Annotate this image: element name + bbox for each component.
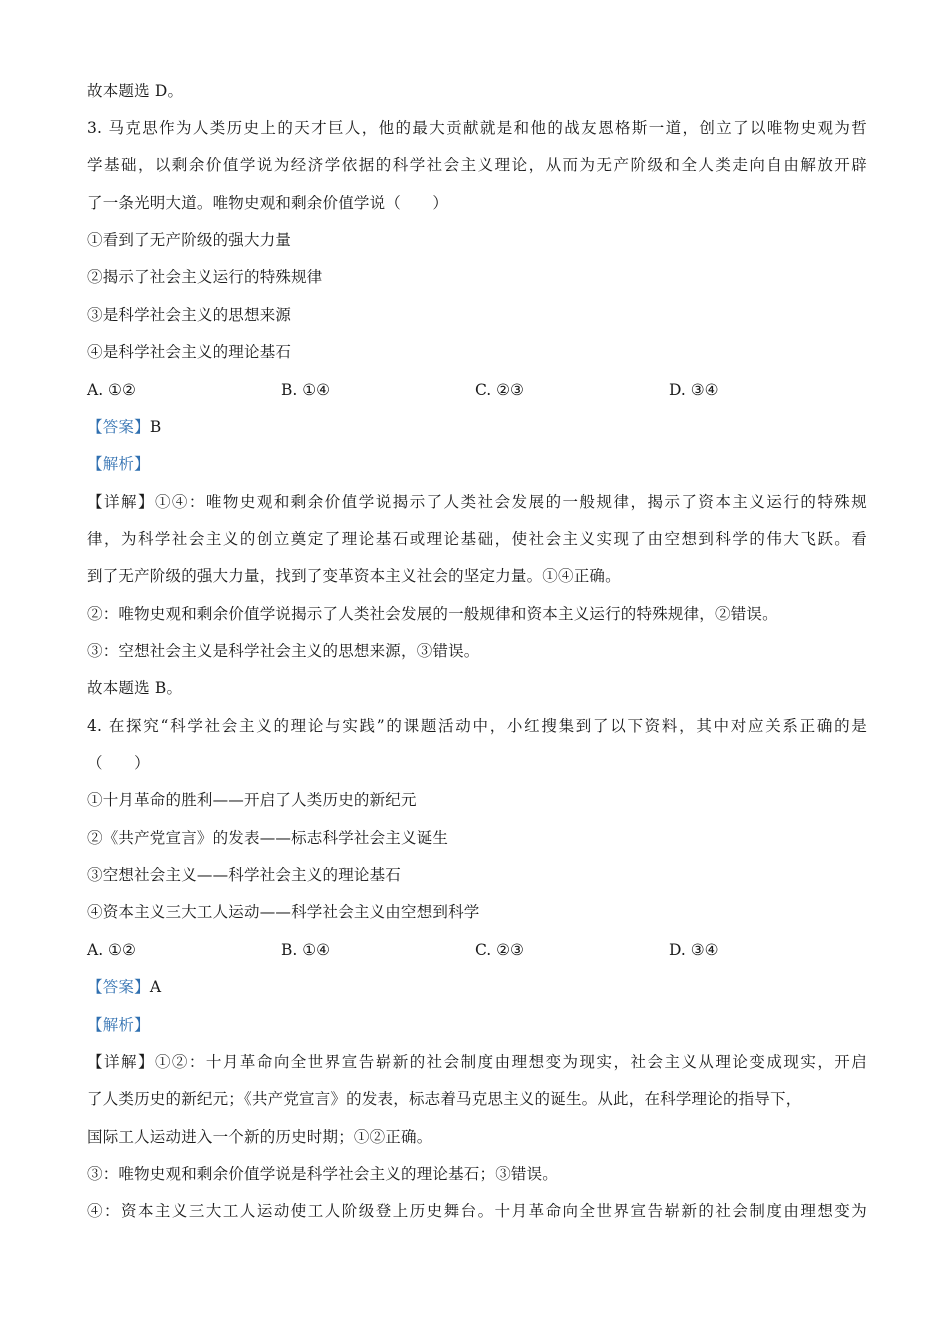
q3-item-4: ④是科学社会主义的理论基石: [87, 343, 292, 361]
q4-detail-line-1: 【详解】①②：十月革命向全世界宣告崭新的社会制度由理想变为现实，社会主义从理论变成现实，开启: [87, 1053, 867, 1071]
q3-detail-line-5: ③：空想社会主义是科学社会主义的思想来源，③错误。: [87, 642, 480, 660]
q3-stem-line-3: 了一条光明大道。唯物史观和剩余价值学说（ ）: [87, 194, 449, 212]
q3-answer-tag: 【答案】: [87, 418, 150, 436]
q4-answer-tag: 【答案】: [87, 978, 150, 996]
q3-answer: [87, 416, 867, 438]
q3-detail-line-1: 【详解】①④：唯物史观和剩余价值学说揭示了人类社会发展的一般规律，揭示了资本主义运行的特殊规: [87, 493, 867, 511]
q4-item-2: ②《共产党宣言》的发表——标志科学社会主义诞生: [87, 829, 449, 847]
q4-option-c: C. ②③: [475, 941, 524, 959]
q4-item-3: ③空想社会主义——科学社会主义的理论基石: [87, 866, 402, 884]
q3-option-a: A. ①②: [87, 381, 136, 399]
q4-detail-tag: 【详解】: [87, 1053, 155, 1071]
q3-item-2: ②揭示了社会主义运行的特殊规律: [87, 268, 323, 286]
q3-detail-line-4: ②：唯物史观和剩余价值学说揭示了人类社会发展的一般规律和资本主义运行的特殊规律，②错误。: [87, 605, 778, 623]
q4-detail-line-5: ④：资本主义三大工人运动使工人阶级登上历史舞台。十月革命向全世界宣告崭新的社会制度由理想变为: [87, 1202, 867, 1220]
q3-stem-line-1: 3. 马克思作为人类历史上的天才巨人，他的最大贡献就是和他的战友恩格斯一道，创立了以唯物史观为哲: [87, 119, 867, 137]
q4-detail-line-4: ③：唯物史观和剩余价值学说是科学社会主义的理论基石；③错误。: [87, 1165, 559, 1183]
q4-item-4: ④资本主义三大工人运动——科学社会主义由空想到科学: [87, 903, 480, 921]
q3-analysis-tag: 【解析】: [87, 455, 150, 473]
q3-option-d: D. ③④: [669, 381, 719, 399]
q4-option-d: D. ③④: [669, 941, 719, 959]
q4-stem-line-1: 4. 在探究“科学社会主义的理论与实践”的课题活动中，小红搜集到了以下资料，其中对应关系正确的是: [87, 717, 867, 735]
q4-analysis-tag: 【解析】: [87, 1016, 150, 1034]
q3-detail-tag: 【详解】: [87, 493, 155, 511]
q2-conclusion: 故本题选 D。: [87, 82, 184, 100]
q3-item-3: ③是科学社会主义的思想来源: [87, 306, 292, 324]
q4-item-1: ①十月革命的胜利——开启了人类历史的新纪元: [87, 791, 417, 809]
q3-option-b: B. ①④: [281, 381, 331, 399]
q3-option-c: C. ②③: [475, 381, 524, 399]
q3-item-1: ①看到了无产阶级的强大力量: [87, 231, 292, 249]
q3-stem-line-2: 学基础，以剩余价值学说为经济学依据的科学社会主义理论，从而为无产阶级和全人类走向自由解放开辟: [87, 156, 867, 174]
q4-answer-value: A: [149, 978, 162, 996]
q3-detail-line-3: 到了无产阶级的强大力量，找到了变革资本主义社会的坚定力量。①④正确。: [87, 567, 621, 585]
q3-conclusion: 故本题选 B。: [87, 679, 183, 697]
q4-option-a: A. ①②: [87, 941, 136, 959]
q3-detail-line-2: 律，为科学社会主义的创立奠定了理论基石或理论基础，使社会主义实现了由空想到科学的伟大飞跃。看: [87, 530, 867, 548]
q3-answer-value: B: [149, 418, 162, 436]
q4-detail-line-2: 了人类历史的新纪元；《共产党宣言》的发表，标志着马克思主义的诞生。从此，在科学理论的指导下，: [87, 1090, 802, 1108]
q4-detail-line-3: 国际工人运动进入一个新的历史时期；①②正确。: [87, 1128, 433, 1146]
q4-stem-line-2: （ ）: [87, 754, 150, 772]
q4-answer: [87, 976, 867, 998]
q4-option-b: B. ①④: [281, 941, 331, 959]
